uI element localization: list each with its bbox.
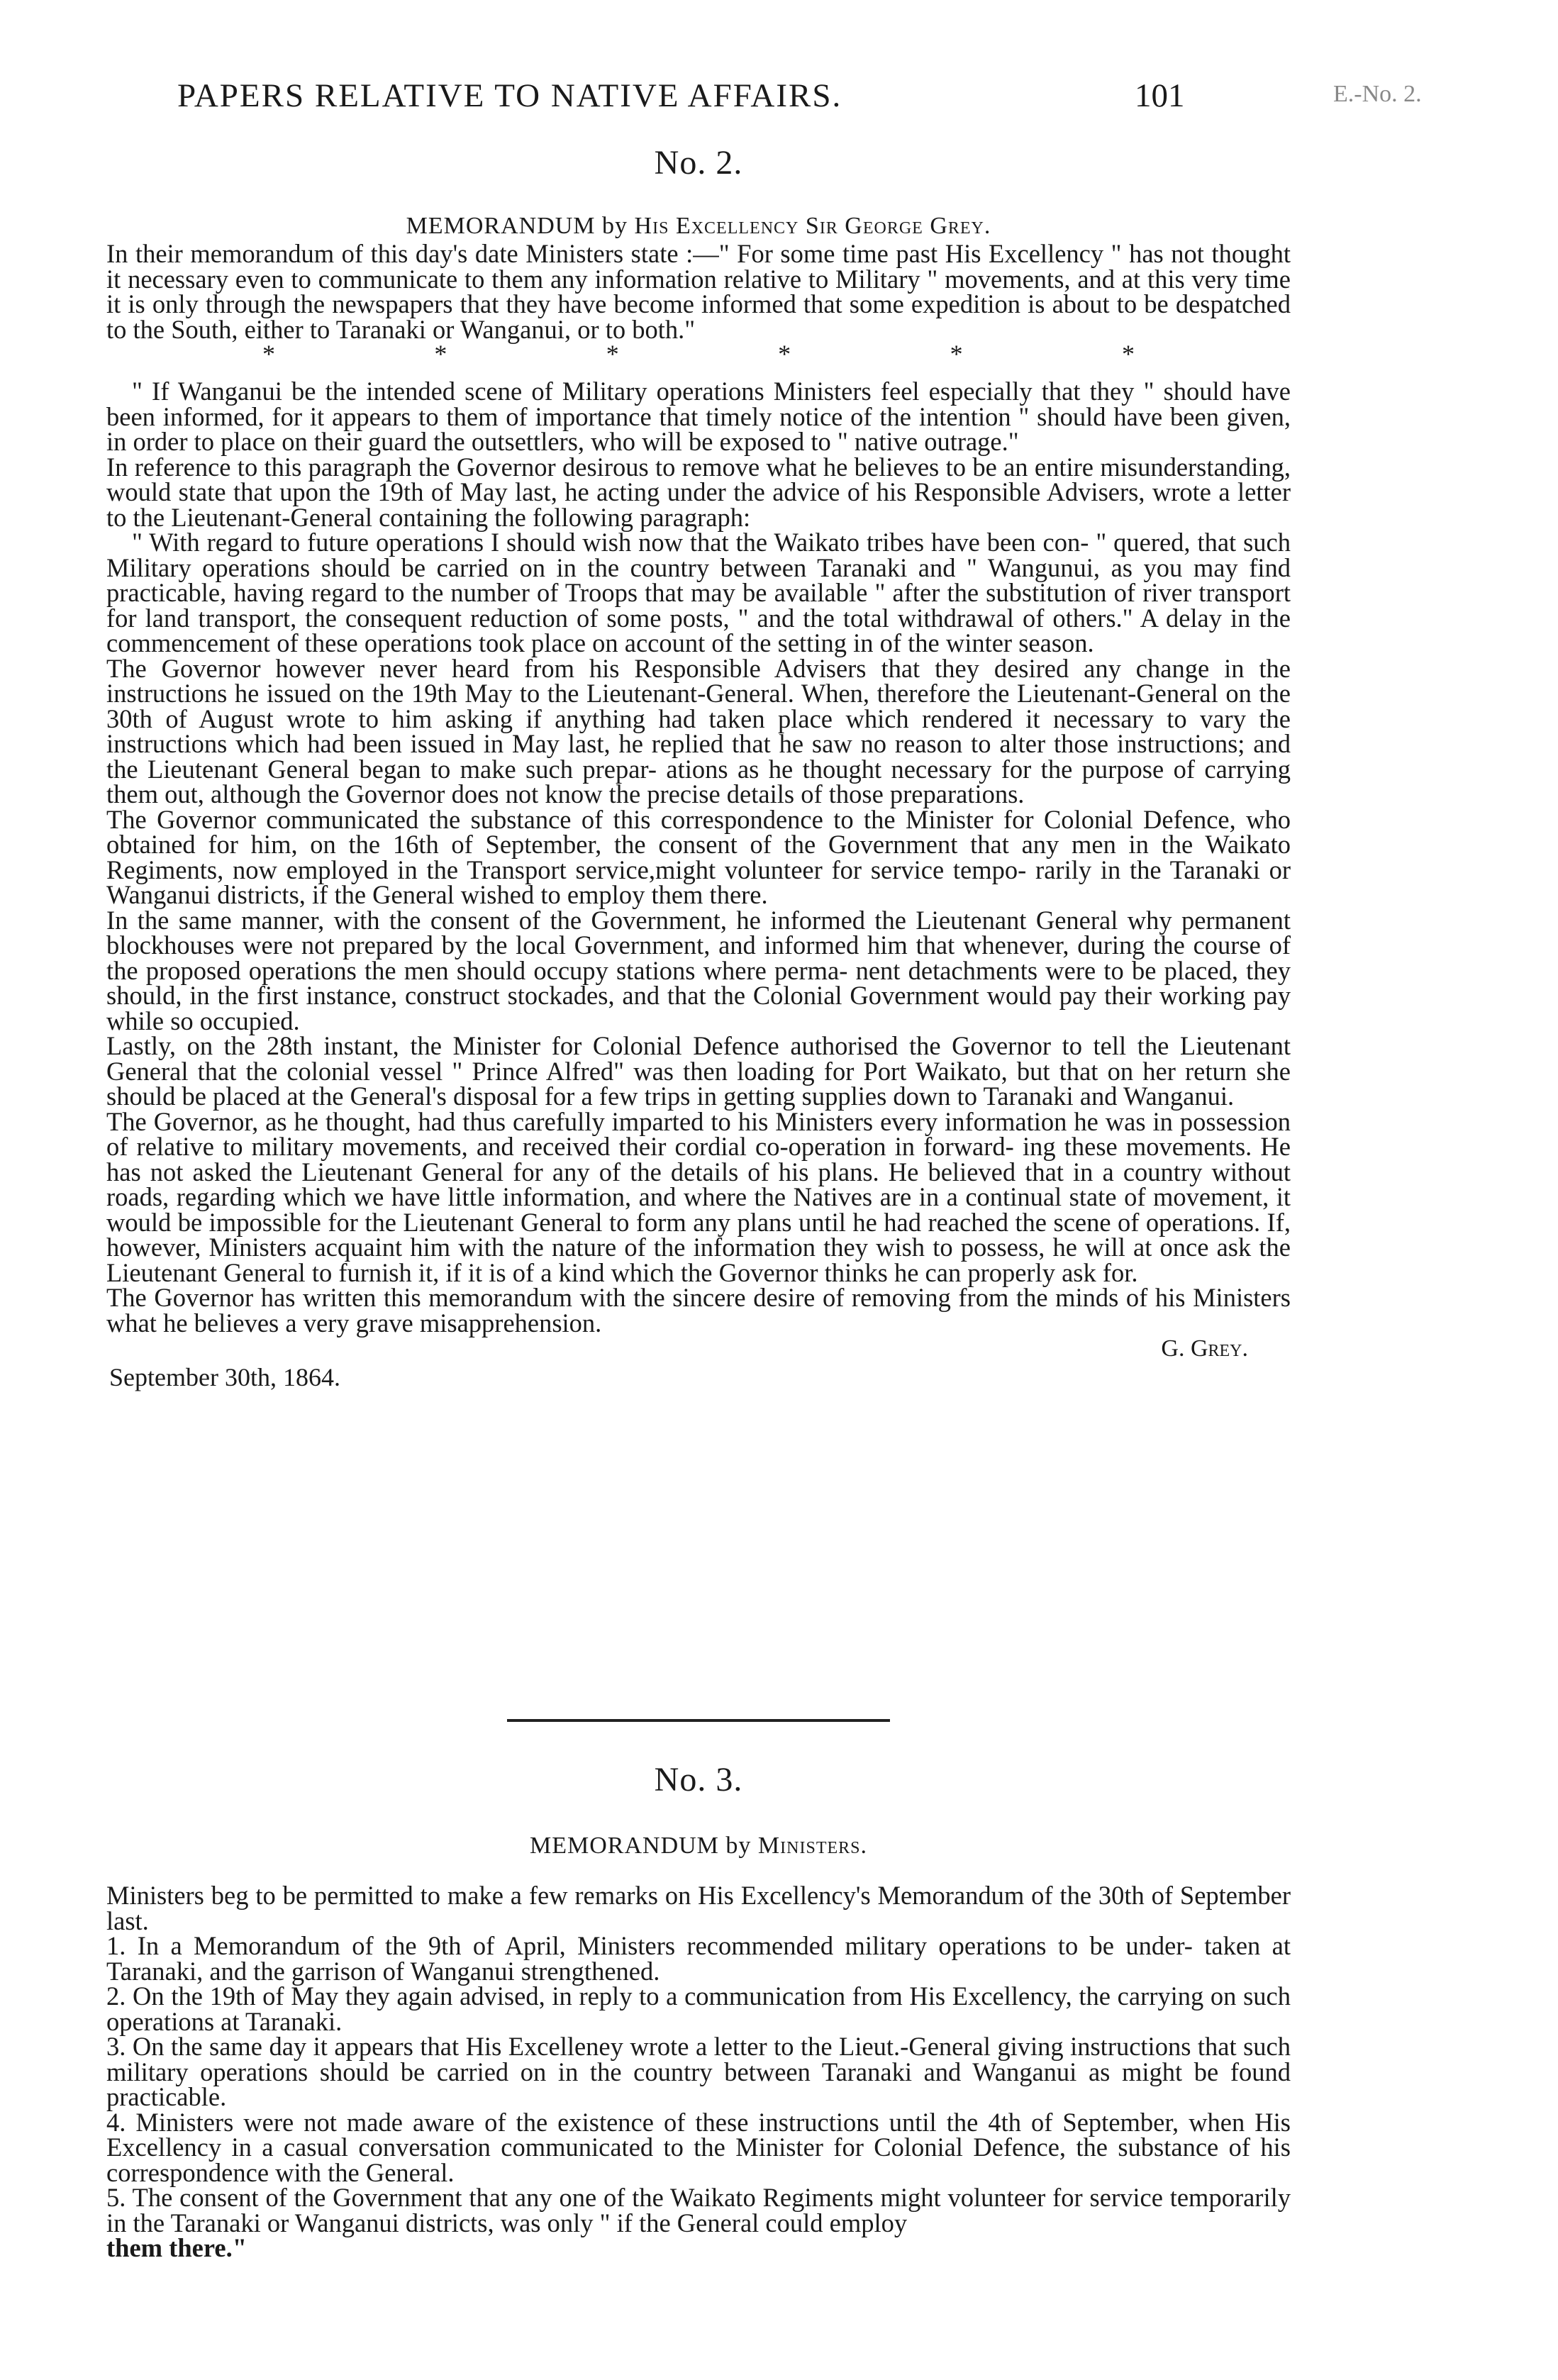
memo-paragraph: Lastly, on the 28th instant, the Minister for Colonial Defence authorised the Governor to tell the Lieutenant General that the colonial vessel " Prince Alfred" was then loading for Port Waikato, but that on her return she should be placed at the General's disposal for a few trips in getting supplies down to Taranaki and Wanganui. [106, 1031, 1291, 1111]
page-number: 101 [1135, 77, 1185, 114]
memo-paragraph: Ministers beg to be permitted to make a few remarks on His Excellency's Memorandum of the 30th of September last. [106, 1881, 1291, 1935]
memo-paragraph: 4. Ministers were not made aware of the existence of these instructions until the 4th of September, when His Excellency in a casual conversation communicated to the Minister for Colonial Defence, the substance of his correspondence with the General. [106, 2107, 1291, 2187]
memo-paragraph: 2. On the 19th of May they again advised, in reply to a communication from His Excellency, the carrying on such operations at Taranaki. [106, 1981, 1291, 2036]
ellipsis-stars [106, 342, 1291, 366]
memo-paragraph: 5. The consent of the Government that any one of the Waikato Regiments might volunteer for service temporarily in the Taranaki or Wanganui districts, was only " if the General could employ [106, 2183, 1291, 2237]
memo-paragraph: In reference to this paragraph the Governor desirous to remove what he believes to be an entire misunderstanding, would state that upon the 19th of May last, he acting under the advice of his Responsible Advisers, wrote a letter to the Lieutenant-General containing the following paragraph: [106, 452, 1291, 532]
memo-paragraph: The Governor, as he thought, had thus carefully imparted to his Ministers every information he was in possession of relative to military movements, and received their cordial co-operation in forward- ing these movements. He has not asked the Lieutenant General for any of the details of his plans. He believed that in a country without roads, regarding which we have little information, and where the Natives are in a continual state of movement, it would be impossible for the Lieutenant General to form any plans until he had reached the scene of operations. If, however, Ministers acquaint him with the nature of the information they wish to possess, he will at once ask the Lieutenant General to furnish it, if it is of a kind which the Governor thinks he can properly ask for. [106, 1106, 1291, 1287]
star: * [950, 340, 963, 368]
memo-title-by: by [602, 213, 628, 239]
memo-paragraph: " With regard to future operations I should wish now that the Waikato tribes have been con- " quered, that such Military operations should be carried on in the country between Taranaki and " Wangunui, as you may find practicable, having regard to the number of Troops that may be available " after the substitution of river transport for land transport, the consequent reduction of some posts, " and the total withdrawal of others." A delay in the commencement of these operations took place on account of the setting in of the winter season. [106, 528, 1291, 657]
memo-title-3 [106, 1833, 1291, 1859]
memo-title-word: MEMORANDUM [406, 213, 596, 239]
memo-paragraph: " If Wanganui be the intended scene of Military operations Ministers feel especially that they " should have been informed, for it appears to them of importance that timely notice of the intention " should have been given, in order to place on their guard the outsettlers, who will be exposed to " native outrage." [106, 377, 1291, 456]
running-title: PAPERS RELATIVE TO NATIVE AFFAIRS. [177, 77, 842, 114]
memo-paragraph: The Governor has written this memorandum with the sincere desire of removing from the minds of his Ministers what he believes a very grave misapprehension. [106, 1283, 1291, 1338]
memo-paragraph: The Governor communicated the substance of this correspondence to the Minister for Colonial Defence, who obtained for him, on the 16th of September, the consent of the Government that any men in the Waikato Regiments, now employed in the Transport service,might volunteer for service tempo- rarily in the Taranaki or Wanganui districts, if the General wished to employ them there. [106, 804, 1291, 909]
memo-paragraph: In the same manner, with the consent of the Government, he informed the Lieutenant General why permanent blockhouses were not prepared by the local Government, and informed him that whenever, during the course of the proposed operations the men should occupy stations where perma- nent detachments were to be placed, they should, in the first instance, construct stockades, and that the Colonial Government would pay their working pay while so occupied. [106, 905, 1291, 1035]
memo-paragraph: 3. On the same day it appears that His Excelleney wrote a letter to the Lieut.-General giving instructions that such military operations should be carried on in the country between Taranaki and Wanganui as might be found practicable. [106, 2032, 1291, 2111]
memo-title-author: Ministers. [757, 1833, 867, 1859]
signature: G. Grey. [1161, 1335, 1248, 1362]
memo-title-by: by [725, 1833, 752, 1859]
memo-paragraph: In their memorandum of this day's date Ministers state :—" For some time past His Excellency " has not thought it necessary even to communicate to them any information relative to Military " movements, and at this very time it is only through the newspapers that they have become informed that some expedition is about to be despatched to the South, either to Taranaki or Wanganui, or to both." [106, 239, 1291, 344]
memo-title-word: MEMORANDUM [530, 1833, 719, 1859]
memo-paragraph: 1. In a Memorandum of the 9th of April, Ministers recommended military operations to be under- taken at Taranaki, and the garrison of Wanganui strengthened. [106, 1931, 1291, 1986]
star: * [606, 340, 619, 368]
star: * [1121, 340, 1135, 368]
section-number-2: No. 2. [654, 144, 743, 182]
memo-3-body [106, 1883, 1291, 2261]
memo-paragraph: The Governor however never heard from his Responsible Advisers that they desired any change in the instructions he issued on the 19th May to the Lieutenant-General. When, therefore the Lieutenant-General on the 30th of August wrote to him asking if anything had taken place which rendered it necessary to vary the instructions which had been issued in May last, he replied that he saw no reason to alter those instructions; and the Lieutenant General began to make such prepar- ations as he thought necessary for the purpose of carrying them out, although the Governor does not know the precise details of those preparations. [106, 653, 1291, 808]
memo-closing-words: them there." [106, 2233, 247, 2262]
memo-2-body [106, 241, 1291, 1392]
star: * [262, 340, 275, 368]
star: * [778, 340, 791, 368]
section-divider [507, 1719, 890, 1722]
star: * [434, 340, 447, 368]
document-reference: E.-No. 2. [1333, 81, 1422, 107]
memo-title-2 [106, 213, 1291, 240]
memo-date: September 30th, 1864. [109, 1363, 340, 1391]
memo-title-author: His Excellency Sir George Grey. [634, 213, 991, 239]
section-number-3: No. 3. [654, 1761, 743, 1798]
